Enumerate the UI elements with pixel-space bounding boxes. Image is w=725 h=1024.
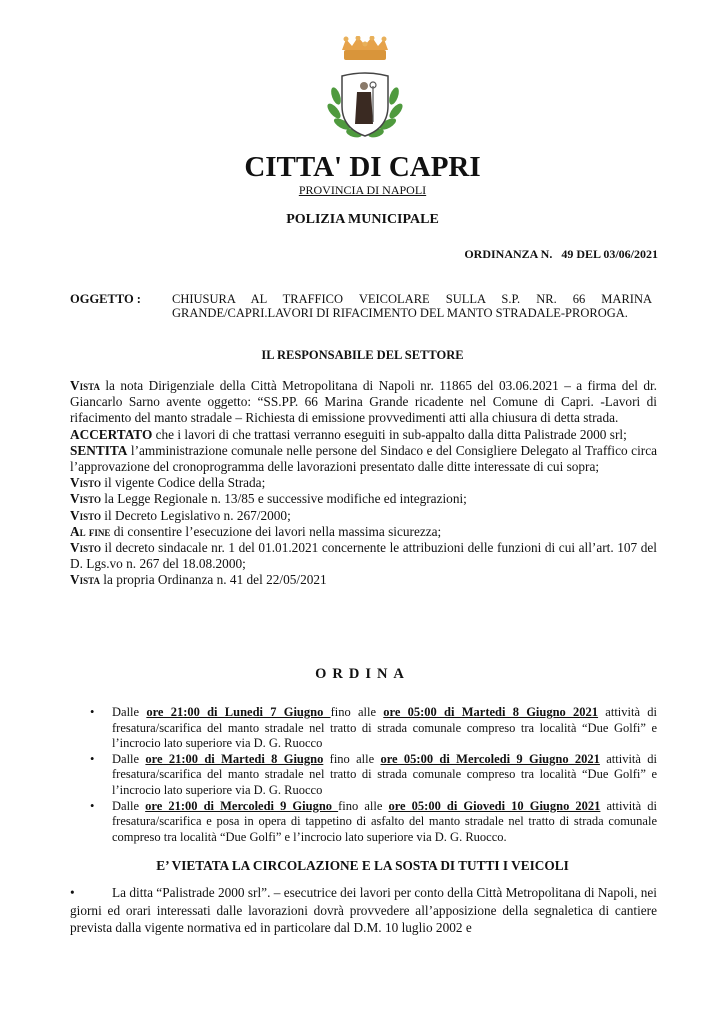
premise-text: il decreto sindacale nr. 1 del 01.01.2021 concernente le attribuzioni delle funzioni di cui all’art. 107 del D. Lgs.vo n. 267 del 18.08.2000; [70, 540, 657, 572]
order-mid: fino alle [338, 798, 389, 813]
premise-text: che i lavori di che trattasi verranno eseguiti in sub-appalto dalla ditta Palistrade 2000 srl; [152, 426, 627, 442]
premise-lead: Visto [70, 507, 101, 523]
order-item [90, 705, 657, 752]
premise-text: la nota Dirigenziale della Città Metropolitana di Napoli nr. 11865 del 03.06.2021 – a firma del dr. Giancarlo Sarno avente oggetto: “SS.PP. 66 Marina Grande ricadente nel Comune di Capri. -Lavori di rifacimento del manto stradale – Richiesta di emissione provvedimenti atti alla chiusura di detta strada. [70, 378, 657, 426]
order-item [90, 799, 657, 846]
order-prefix: Dalle [112, 705, 147, 719]
premise-lead: Al fine [70, 523, 111, 539]
subject-line-1: CHIUSURA AL TRAFFICO VEICOLARE SULLA S.P. NR. 66 MARINA [172, 292, 652, 306]
premise-item [70, 427, 657, 443]
premise-item [70, 540, 657, 572]
premise-lead: Visto [70, 491, 101, 507]
premise-lead: ACCERTATO [70, 426, 153, 442]
order-description: attività di fresatura/scarifica e posa in opera di tappetino di asfalto del manto stradale nel tratto di strada comunale compreso tra località “Due Golfi” e l’incrocio lato superiore via D. G. Ruocco. [112, 798, 657, 844]
province-label: PROVINCIA DI NAPOLI [298, 183, 427, 197]
subject-line-2: GRANDE/CAPRI.LAVORI DI RIFACIMENTO DEL MANTO STRADALE-PROROGA. [172, 306, 628, 320]
premises-section [70, 378, 657, 589]
premise-lead: Visto [70, 475, 101, 491]
premise-lead: Vista [70, 378, 100, 393]
order-item [90, 752, 657, 799]
order-end-time: ore 05:00 di Mercoledi 9 Giugno 2021 [380, 751, 600, 766]
order-end-time: ore 05:00 di Martedi 8 Giugno 2021 [383, 705, 599, 719]
order-description: attività di fresatura/scarifica del manto stradale nel tratto di strada comunale compreso tra località “Due Golfi” e l’incrocio lato superiore via D. G. Ruocco [112, 705, 657, 751]
order-end-time: ore 05:00 di Giovedi 10 Giugno 2021 [388, 798, 601, 813]
capri-coat-of-arms-icon [320, 36, 410, 146]
order-description: attività di fresatura/scarifica del manto stradale nel tratto di strada comunale compreso tra località “Due Golfi” e l’incrocio lato superiore via D. G. Ruocco [112, 751, 657, 797]
premise-item [70, 378, 657, 427]
bullet-icon: • [70, 885, 75, 900]
order-prefix: Dalle [112, 798, 146, 813]
ordina-heading: ORDINA [315, 666, 410, 682]
premise-item [70, 572, 657, 588]
premise-item [70, 524, 657, 540]
order-mid: fino alle [323, 751, 381, 766]
bullet-icon: • [90, 798, 95, 813]
bullet-icon: • [90, 751, 95, 766]
premise-lead: Visto [70, 540, 101, 556]
premise-text: la propria Ordinanza n. 41 del 22/05/2021 [99, 572, 327, 588]
crown-icon [342, 36, 388, 60]
subject-text [172, 292, 652, 320]
subject-label: OGGETTO : [70, 292, 141, 306]
orders-list [90, 705, 657, 845]
office-name: POLIZIA MUNICIPALE [286, 212, 439, 227]
premise-text: di consentire l’esecuzione dei lavori nella massima sicurezza; [110, 523, 442, 539]
order-start-time: ore 21:00 di Lunedi 7 Giugno [146, 705, 331, 719]
bullet-icon: • [90, 705, 95, 719]
premise-lead: Vista [70, 572, 100, 588]
premise-item [70, 491, 657, 507]
prohibition-heading: E’ VIETATA LA CIRCOLAZIONE E LA SOSTA DI TUTTI I VEICOLI [156, 858, 569, 873]
final-paragraph-text: La ditta “Palistrade 2000 srl”. – esecutrice dei lavori per conto della Città Metropolitana di Napoli, nei giorni ed orari interessati dalle lavorazioni dovrà provvedere all’apposizione della segnaletica di cantiere prevista dalla vigente normativa ed in particolare dal D.M. 10 luglio 2002 e [70, 885, 657, 935]
authority-heading: IL RESPONSABILE DEL SETTORE [261, 348, 464, 362]
order-start-time: ore 21:00 di Mercoledi 9 Giugno [145, 798, 339, 813]
order-start-time: ore 21:00 di Martedi 8 Giugno [145, 751, 324, 766]
premise-item [70, 475, 657, 491]
premise-text: il vigente Codice della Strada; [100, 475, 266, 491]
final-paragraph [70, 884, 657, 937]
city-title: CITTA' DI CAPRI [244, 151, 481, 183]
premise-text: l’amministrazione comunale nelle persone del Sindaco e del Consigliere Delegato al Traffico circa l’approvazione del cronoprogramma delle lavorazioni presentato dalle ditte interessate di cui sopra; [70, 442, 657, 475]
premise-lead: SENTITA [70, 442, 128, 458]
premise-text: il Decreto Legislativo n. 267/2000; [100, 507, 291, 523]
ordinance-number: ORDINANZA N. 49 DEL 03/06/2021 [464, 247, 658, 261]
order-prefix: Dalle [112, 751, 146, 766]
order-mid: fino alle [330, 705, 384, 719]
premise-text: la Legge Regionale n. 13/85 e successive modifiche ed integrazioni; [100, 491, 467, 507]
premise-item [70, 508, 657, 524]
premise-item [70, 443, 657, 475]
